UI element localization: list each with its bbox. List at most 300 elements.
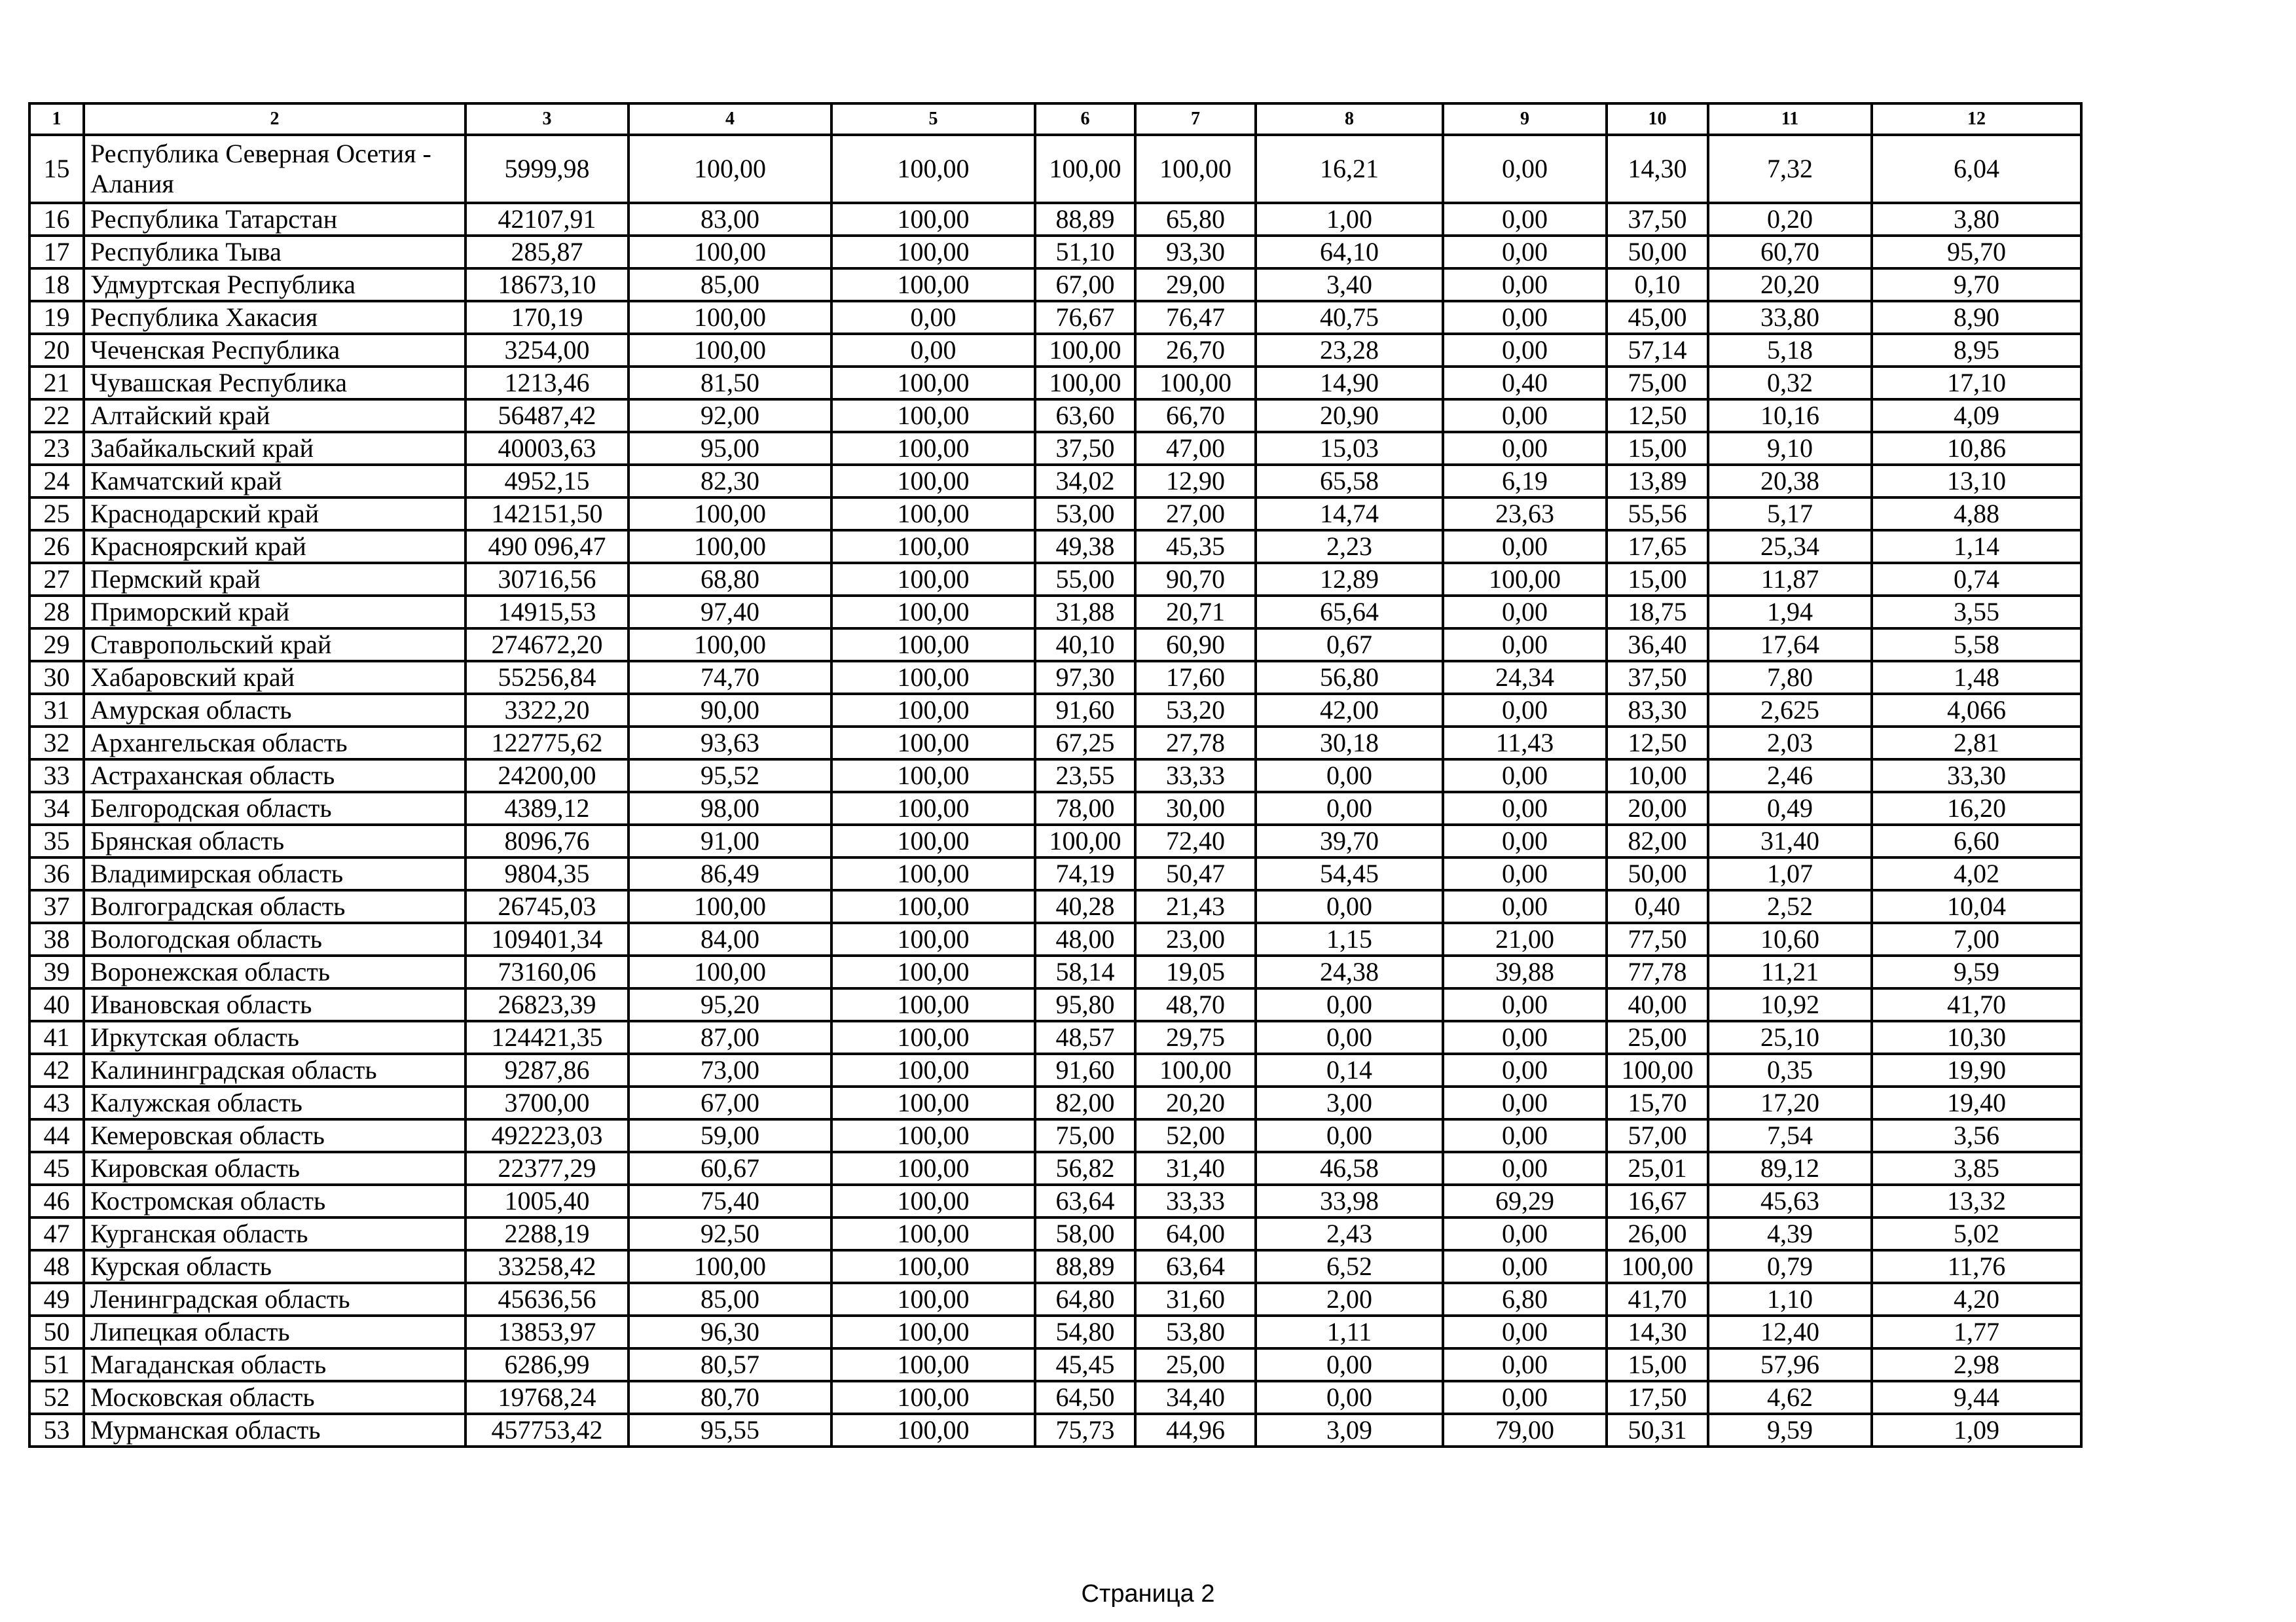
row-number-cell: 51 [29, 1348, 84, 1381]
value-cell: 91,60 [1035, 1054, 1135, 1087]
value-cell: 10,04 [1872, 890, 2081, 923]
value-cell: 100,00 [831, 1250, 1035, 1283]
row-number-cell: 27 [29, 563, 84, 596]
value-cell: 0,14 [1256, 1054, 1443, 1087]
row-number-cell: 35 [29, 825, 84, 857]
value-cell: 46,58 [1256, 1152, 1443, 1185]
data-table [28, 102, 2083, 1448]
value-cell: 95,20 [629, 988, 831, 1021]
value-cell: 54,80 [1035, 1316, 1135, 1348]
value-cell: 9,59 [1708, 1414, 1872, 1447]
value-cell: 48,70 [1135, 988, 1256, 1021]
table-row [29, 497, 2081, 530]
value-cell: 0,20 [1708, 203, 1872, 236]
value-cell: 100,00 [1135, 135, 1256, 203]
row-number-cell: 17 [29, 236, 84, 268]
value-cell: 55256,84 [465, 661, 629, 694]
value-cell: 0,00 [1443, 1316, 1607, 1348]
value-cell: 85,00 [629, 268, 831, 301]
value-cell: 0,79 [1708, 1250, 1872, 1283]
row-number-cell: 36 [29, 857, 84, 890]
value-cell: 100,00 [831, 1283, 1035, 1316]
value-cell: 3,56 [1872, 1119, 2081, 1152]
value-cell: 100,00 [831, 1152, 1035, 1185]
value-cell: 19,90 [1872, 1054, 2081, 1087]
value-cell: 86,49 [629, 857, 831, 890]
region-name-cell: Вологодская область [84, 923, 465, 956]
value-cell: 100,00 [1443, 563, 1607, 596]
value-cell: 0,00 [1443, 1087, 1607, 1119]
value-cell: 0,00 [1443, 628, 1607, 661]
value-cell: 0,40 [1607, 890, 1708, 923]
region-name-cell: Астраханская область [84, 759, 465, 792]
value-cell: 27,00 [1135, 497, 1256, 530]
value-cell: 17,20 [1708, 1087, 1872, 1119]
table-row [29, 890, 2081, 923]
column-header-3: 3 [465, 103, 629, 135]
value-cell: 19,05 [1135, 956, 1256, 988]
region-name-cell: Чеченская Республика [84, 334, 465, 367]
value-cell: 109401,34 [465, 923, 629, 956]
region-name-cell: Курганская область [84, 1217, 465, 1250]
value-cell: 65,58 [1256, 465, 1443, 497]
row-number-cell: 40 [29, 988, 84, 1021]
value-cell: 88,89 [1035, 1250, 1135, 1283]
value-cell: 60,67 [629, 1152, 831, 1185]
row-number-cell: 29 [29, 628, 84, 661]
value-cell: 3,55 [1872, 596, 2081, 628]
value-cell: 90,00 [629, 694, 831, 727]
value-cell: 59,00 [629, 1119, 831, 1152]
table-row [29, 432, 2081, 465]
value-cell: 0,00 [1256, 1021, 1443, 1054]
region-name-cell: Иркутская область [84, 1021, 465, 1054]
value-cell: 91,60 [1035, 694, 1135, 727]
value-cell: 58,14 [1035, 956, 1135, 988]
value-cell: 93,30 [1135, 236, 1256, 268]
value-cell: 5,18 [1708, 334, 1872, 367]
column-header-9: 9 [1443, 103, 1607, 135]
value-cell: 100,00 [831, 399, 1035, 432]
region-name-cell: Московская область [84, 1381, 465, 1414]
value-cell: 100,00 [831, 727, 1035, 759]
value-cell: 0,35 [1708, 1054, 1872, 1087]
value-cell: 74,19 [1035, 857, 1135, 890]
region-name-cell: Амурская область [84, 694, 465, 727]
value-cell: 89,12 [1708, 1152, 1872, 1185]
value-cell: 67,00 [629, 1087, 831, 1119]
row-number-cell: 42 [29, 1054, 84, 1087]
value-cell: 2,03 [1708, 727, 1872, 759]
value-cell: 1,94 [1708, 596, 1872, 628]
value-cell: 100,00 [629, 530, 831, 563]
value-cell: 39,88 [1443, 956, 1607, 988]
table-row [29, 1119, 2081, 1152]
value-cell: 21,00 [1443, 923, 1607, 956]
value-cell: 10,00 [1607, 759, 1708, 792]
column-header-12: 12 [1872, 103, 2081, 135]
row-number-cell: 43 [29, 1087, 84, 1119]
value-cell: 1,09 [1872, 1414, 2081, 1447]
value-cell: 64,00 [1135, 1217, 1256, 1250]
value-cell: 2,81 [1872, 727, 2081, 759]
table-header-row [29, 103, 2081, 135]
value-cell: 100,00 [831, 792, 1035, 825]
value-cell: 17,64 [1708, 628, 1872, 661]
value-cell: 100,00 [831, 628, 1035, 661]
value-cell: 21,43 [1135, 890, 1256, 923]
value-cell: 100,00 [629, 497, 831, 530]
table-row [29, 1152, 2081, 1185]
value-cell: 100,00 [629, 135, 831, 203]
value-cell: 9,10 [1708, 432, 1872, 465]
value-cell: 20,71 [1135, 596, 1256, 628]
region-name-cell: Красноярский край [84, 530, 465, 563]
region-name-cell: Брянская область [84, 825, 465, 857]
value-cell: 457753,42 [465, 1414, 629, 1447]
value-cell: 2288,19 [465, 1217, 629, 1250]
value-cell: 7,00 [1872, 923, 2081, 956]
value-cell: 100,00 [831, 596, 1035, 628]
value-cell: 26,70 [1135, 334, 1256, 367]
value-cell: 57,96 [1708, 1348, 1872, 1381]
value-cell: 22377,29 [465, 1152, 629, 1185]
table-row [29, 203, 2081, 236]
value-cell: 100,00 [831, 367, 1035, 399]
value-cell: 13,10 [1872, 465, 2081, 497]
value-cell: 87,00 [629, 1021, 831, 1054]
value-cell: 33,33 [1135, 1185, 1256, 1217]
value-cell: 100,00 [831, 530, 1035, 563]
value-cell: 68,80 [629, 563, 831, 596]
value-cell: 122775,62 [465, 727, 629, 759]
table-row [29, 1381, 2081, 1414]
value-cell: 2,23 [1256, 530, 1443, 563]
region-name-cell: Владимирская область [84, 857, 465, 890]
value-cell: 2,52 [1708, 890, 1872, 923]
table-row [29, 1054, 2081, 1087]
value-cell: 0,00 [1256, 759, 1443, 792]
table-row [29, 825, 2081, 857]
value-cell: 1,00 [1256, 203, 1443, 236]
region-name-cell: Кировская область [84, 1152, 465, 1185]
row-number-cell: 15 [29, 135, 84, 203]
value-cell: 98,00 [629, 792, 831, 825]
value-cell: 17,10 [1872, 367, 2081, 399]
table-row [29, 956, 2081, 988]
value-cell: 24,38 [1256, 956, 1443, 988]
value-cell: 79,00 [1443, 1414, 1607, 1447]
table-row [29, 367, 2081, 399]
value-cell: 170,19 [465, 301, 629, 334]
value-cell: 10,16 [1708, 399, 1872, 432]
value-cell: 0,00 [1443, 399, 1607, 432]
value-cell: 55,00 [1035, 563, 1135, 596]
row-number-cell: 47 [29, 1217, 84, 1250]
value-cell: 63,64 [1135, 1250, 1256, 1283]
value-cell: 44,96 [1135, 1414, 1256, 1447]
row-number-cell: 21 [29, 367, 84, 399]
value-cell: 5,17 [1708, 497, 1872, 530]
value-cell: 100,00 [629, 1250, 831, 1283]
row-number-cell: 31 [29, 694, 84, 727]
value-cell: 100,00 [831, 956, 1035, 988]
value-cell: 39,70 [1256, 825, 1443, 857]
row-number-cell: 48 [29, 1250, 84, 1283]
table-row [29, 1348, 2081, 1381]
value-cell: 60,90 [1135, 628, 1256, 661]
value-cell: 23,28 [1256, 334, 1443, 367]
table-row [29, 334, 2081, 367]
value-cell: 74,70 [629, 661, 831, 694]
value-cell: 33,30 [1872, 759, 2081, 792]
value-cell: 40,10 [1035, 628, 1135, 661]
value-cell: 100,00 [831, 825, 1035, 857]
value-cell: 0,74 [1872, 563, 2081, 596]
value-cell: 0,00 [1443, 530, 1607, 563]
column-header-4: 4 [629, 103, 831, 135]
value-cell: 100,00 [629, 890, 831, 923]
value-cell: 100,00 [831, 988, 1035, 1021]
row-number-cell: 49 [29, 1283, 84, 1316]
value-cell: 63,64 [1035, 1185, 1135, 1217]
value-cell: 2,98 [1872, 1348, 2081, 1381]
value-cell: 13,89 [1607, 465, 1708, 497]
value-cell: 124421,35 [465, 1021, 629, 1054]
table-row [29, 1283, 2081, 1316]
value-cell: 34,40 [1135, 1381, 1256, 1414]
value-cell: 73,00 [629, 1054, 831, 1087]
value-cell: 2,43 [1256, 1217, 1443, 1250]
value-cell: 82,00 [1607, 825, 1708, 857]
value-cell: 95,55 [629, 1414, 831, 1447]
value-cell: 3254,00 [465, 334, 629, 367]
column-header-1: 1 [29, 103, 84, 135]
value-cell: 40,00 [1607, 988, 1708, 1021]
value-cell: 50,31 [1607, 1414, 1708, 1447]
value-cell: 14,30 [1607, 1316, 1708, 1348]
value-cell: 58,00 [1035, 1217, 1135, 1250]
value-cell: 31,40 [1708, 825, 1872, 857]
value-cell: 5,58 [1872, 628, 2081, 661]
value-cell: 100,00 [831, 694, 1035, 727]
value-cell: 64,50 [1035, 1381, 1135, 1414]
value-cell: 17,50 [1607, 1381, 1708, 1414]
value-cell: 30,00 [1135, 792, 1256, 825]
value-cell: 50,47 [1135, 857, 1256, 890]
value-cell: 15,70 [1607, 1087, 1708, 1119]
value-cell: 50,00 [1607, 236, 1708, 268]
value-cell: 37,50 [1607, 661, 1708, 694]
value-cell: 100,00 [831, 923, 1035, 956]
value-cell: 13853,97 [465, 1316, 629, 1348]
value-cell: 40,75 [1256, 301, 1443, 334]
row-number-cell: 39 [29, 956, 84, 988]
value-cell: 23,55 [1035, 759, 1135, 792]
region-name-cell: Республика Тыва [84, 236, 465, 268]
value-cell: 75,00 [1607, 367, 1708, 399]
row-number-cell: 52 [29, 1381, 84, 1414]
value-cell: 77,78 [1607, 956, 1708, 988]
value-cell: 66,70 [1135, 399, 1256, 432]
column-header-6: 6 [1035, 103, 1135, 135]
value-cell: 0,00 [1256, 890, 1443, 923]
value-cell: 0,00 [1443, 1381, 1607, 1414]
value-cell: 65,80 [1135, 203, 1256, 236]
value-cell: 45,63 [1708, 1185, 1872, 1217]
value-cell: 100,00 [831, 1021, 1035, 1054]
value-cell: 72,40 [1135, 825, 1256, 857]
table-row [29, 988, 2081, 1021]
region-name-cell: Курская область [84, 1250, 465, 1283]
value-cell: 15,00 [1607, 1348, 1708, 1381]
table-row [29, 465, 2081, 497]
value-cell: 20,00 [1607, 792, 1708, 825]
value-cell: 47,00 [1135, 432, 1256, 465]
region-name-cell: Алтайский край [84, 399, 465, 432]
value-cell: 27,78 [1135, 727, 1256, 759]
value-cell: 57,14 [1607, 334, 1708, 367]
value-cell: 97,40 [629, 596, 831, 628]
region-name-cell: Магаданская область [84, 1348, 465, 1381]
table-row [29, 135, 2081, 203]
row-number-cell: 37 [29, 890, 84, 923]
value-cell: 1,10 [1708, 1283, 1872, 1316]
value-cell: 0,00 [831, 334, 1035, 367]
value-cell: 37,50 [1607, 203, 1708, 236]
value-cell: 100,00 [1035, 825, 1135, 857]
value-cell: 26,00 [1607, 1217, 1708, 1250]
table-row [29, 268, 2081, 301]
value-cell: 96,30 [629, 1316, 831, 1348]
region-name-cell: Костромская область [84, 1185, 465, 1217]
value-cell: 31,88 [1035, 596, 1135, 628]
value-cell: 24200,00 [465, 759, 629, 792]
region-name-cell: Калужская область [84, 1087, 465, 1119]
region-name-cell: Республика Татарстан [84, 203, 465, 236]
value-cell: 0,00 [1443, 694, 1607, 727]
value-cell: 5,02 [1872, 1217, 2081, 1250]
region-name-cell: Чувашская Республика [84, 367, 465, 399]
region-name-cell: Кемеровская область [84, 1119, 465, 1152]
value-cell: 91,00 [629, 825, 831, 857]
region-name-cell: Краснодарский край [84, 497, 465, 530]
region-name-cell: Ленинградская область [84, 1283, 465, 1316]
table-row [29, 694, 2081, 727]
value-cell: 0,49 [1708, 792, 1872, 825]
value-cell: 0,00 [1443, 1119, 1607, 1152]
value-cell: 1,07 [1708, 857, 1872, 890]
value-cell: 11,87 [1708, 563, 1872, 596]
row-number-cell: 26 [29, 530, 84, 563]
value-cell: 2,625 [1708, 694, 1872, 727]
region-name-cell: Камчатский край [84, 465, 465, 497]
table-row [29, 563, 2081, 596]
value-cell: 100,00 [831, 1087, 1035, 1119]
value-cell: 83,00 [629, 203, 831, 236]
value-cell: 37,50 [1035, 432, 1135, 465]
value-cell: 0,00 [1443, 236, 1607, 268]
value-cell: 67,25 [1035, 727, 1135, 759]
value-cell: 100,00 [831, 1119, 1035, 1152]
region-name-cell: Калининградская область [84, 1054, 465, 1087]
value-cell: 100,00 [1035, 334, 1135, 367]
value-cell: 0,00 [1443, 1054, 1607, 1087]
value-cell: 55,56 [1607, 497, 1708, 530]
value-cell: 0,00 [831, 301, 1035, 334]
value-cell: 92,50 [629, 1217, 831, 1250]
value-cell: 100,00 [629, 334, 831, 367]
value-cell: 4,62 [1708, 1381, 1872, 1414]
value-cell: 65,64 [1256, 596, 1443, 628]
value-cell: 6,19 [1443, 465, 1607, 497]
page-footer: Страница 2 [1081, 1580, 1215, 1608]
value-cell: 4,066 [1872, 694, 2081, 727]
value-cell: 3,09 [1256, 1414, 1443, 1447]
region-name-cell: Воронежская область [84, 956, 465, 988]
value-cell: 25,10 [1708, 1021, 1872, 1054]
region-name-cell: Архангельская область [84, 727, 465, 759]
value-cell: 100,00 [831, 465, 1035, 497]
value-cell: 54,45 [1256, 857, 1443, 890]
row-number-cell: 38 [29, 923, 84, 956]
value-cell: 25,01 [1607, 1152, 1708, 1185]
value-cell: 15,00 [1607, 432, 1708, 465]
value-cell: 100,00 [1135, 1054, 1256, 1087]
table-row [29, 1185, 2081, 1217]
value-cell: 14,74 [1256, 497, 1443, 530]
region-name-cell: Хабаровский край [84, 661, 465, 694]
value-cell: 17,65 [1607, 530, 1708, 563]
value-cell: 95,70 [1872, 236, 2081, 268]
value-cell: 75,40 [629, 1185, 831, 1217]
value-cell: 12,40 [1708, 1316, 1872, 1348]
value-cell: 6,52 [1256, 1250, 1443, 1283]
table-row [29, 1316, 2081, 1348]
value-cell: 0,00 [1443, 792, 1607, 825]
row-number-cell: 34 [29, 792, 84, 825]
value-cell: 3,00 [1256, 1087, 1443, 1119]
value-cell: 56487,42 [465, 399, 629, 432]
value-cell: 19768,24 [465, 1381, 629, 1414]
row-number-cell: 32 [29, 727, 84, 759]
value-cell: 8096,76 [465, 825, 629, 857]
value-cell: 100,00 [831, 563, 1035, 596]
table-row [29, 596, 2081, 628]
value-cell: 73160,06 [465, 956, 629, 988]
value-cell: 2,00 [1256, 1283, 1443, 1316]
value-cell: 95,52 [629, 759, 831, 792]
value-cell: 1,77 [1872, 1316, 2081, 1348]
value-cell: 8,90 [1872, 301, 2081, 334]
value-cell: 16,67 [1607, 1185, 1708, 1217]
table-row [29, 1250, 2081, 1283]
value-cell: 34,02 [1035, 465, 1135, 497]
value-cell: 33,33 [1135, 759, 1256, 792]
value-cell: 16,21 [1256, 135, 1443, 203]
value-cell: 7,80 [1708, 661, 1872, 694]
value-cell: 100,00 [629, 956, 831, 988]
value-cell: 0,32 [1708, 367, 1872, 399]
value-cell: 0,00 [1256, 1381, 1443, 1414]
value-cell: 25,00 [1607, 1021, 1708, 1054]
value-cell: 100,00 [831, 1348, 1035, 1381]
row-number-cell: 28 [29, 596, 84, 628]
value-cell: 0,00 [1443, 301, 1607, 334]
value-cell: 51,10 [1035, 236, 1135, 268]
value-cell: 1,15 [1256, 923, 1443, 956]
table-row [29, 857, 2081, 890]
